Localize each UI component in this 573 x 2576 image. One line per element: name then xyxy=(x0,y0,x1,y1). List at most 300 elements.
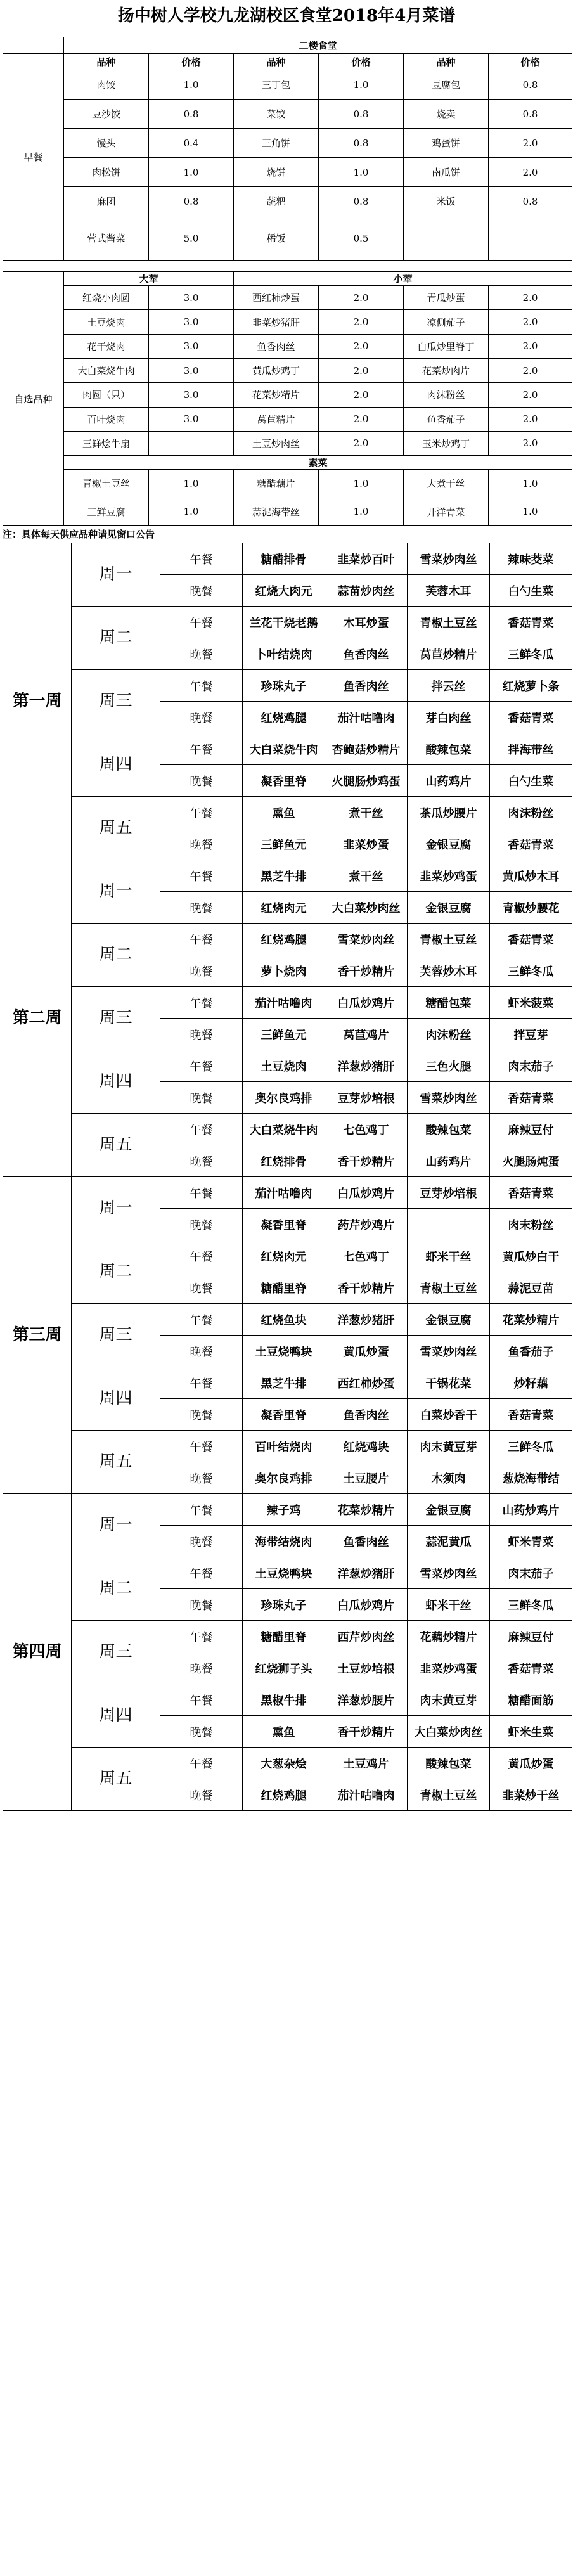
dish-cell: 洋葱炒猪肝 xyxy=(325,1050,408,1082)
meal-label: 晚餐 xyxy=(160,1399,243,1431)
item-name: 营式酱菜 xyxy=(64,216,149,261)
dish-cell: 青椒土豆丝 xyxy=(408,1272,490,1304)
dish-cell: 火腿肠炒鸡蛋 xyxy=(325,765,408,797)
item-name: 豆腐包 xyxy=(404,70,489,100)
selfserve-label: 自选品种 xyxy=(3,272,64,526)
item-price: 2.0 xyxy=(319,431,404,455)
meal-label: 午餐 xyxy=(160,1431,243,1462)
item-price: 1.0 xyxy=(489,470,572,498)
meal-label: 午餐 xyxy=(160,1050,243,1082)
item-name: 大白菜烧牛肉 xyxy=(64,359,149,383)
item-price: 0.8 xyxy=(319,187,404,216)
dish-cell: 肉末黄豆芽 xyxy=(408,1684,490,1716)
dish-cell: 花藕炒精片 xyxy=(408,1621,490,1652)
dish-cell: 洋葱炒腰片 xyxy=(325,1684,408,1716)
dish-cell: 白菜炒香干 xyxy=(408,1399,490,1431)
dish-cell: 白瓜炒鸡片 xyxy=(325,1177,408,1209)
day-label: 周五 xyxy=(72,1431,160,1494)
item-price: 2.0 xyxy=(319,310,404,334)
col-header: 品种 xyxy=(64,54,149,70)
meal-label: 午餐 xyxy=(160,1304,243,1336)
dish-cell: 红烧鸡腿 xyxy=(243,924,325,955)
dish-cell: 拌云丝 xyxy=(408,670,490,702)
dish-cell: 酸辣包菜 xyxy=(408,1114,490,1145)
item-price: 5.0 xyxy=(149,216,234,261)
item-price xyxy=(149,431,234,455)
item-price: 1.0 xyxy=(149,498,234,525)
dish-cell: 熏鱼 xyxy=(243,797,325,828)
item-name: 凉侧茄子 xyxy=(404,310,489,334)
dish-cell: 红烧排骨 xyxy=(243,1145,325,1177)
dish-cell: 虾米干丝 xyxy=(408,1589,490,1621)
breakfast-table xyxy=(3,37,572,261)
day-label: 周二 xyxy=(72,924,160,987)
dish-cell: 鱼香肉丝 xyxy=(325,670,408,702)
meal-label: 晚餐 xyxy=(160,955,243,987)
day-label: 周一 xyxy=(72,1177,160,1240)
item-price: 1.0 xyxy=(319,498,404,525)
dish-cell: 三色火腿 xyxy=(408,1050,490,1082)
day-label: 周四 xyxy=(72,1050,160,1114)
meal-label: 午餐 xyxy=(160,1621,243,1652)
meal-label: 午餐 xyxy=(160,543,243,575)
day-label: 周五 xyxy=(72,1748,160,1811)
dish-cell: 山药鸡片 xyxy=(408,765,490,797)
day-label: 周三 xyxy=(72,670,160,733)
day-label: 周四 xyxy=(72,1684,160,1748)
dish-cell: 韭菜炒鸡蛋 xyxy=(408,860,490,892)
item-price: 1.0 xyxy=(489,498,572,525)
dish-cell: 青椒土豆丝 xyxy=(408,924,490,955)
dish-cell: 麻辣豆付 xyxy=(490,1621,572,1652)
item-name: 西红柿炒蛋 xyxy=(234,286,319,310)
meal-label: 晚餐 xyxy=(160,1209,243,1240)
item-name: 烧卖 xyxy=(404,100,489,129)
meal-label: 午餐 xyxy=(160,987,243,1019)
dish-cell: 辣味茭菜 xyxy=(490,543,572,575)
item-price: 2.0 xyxy=(489,310,572,334)
item-price: 3.0 xyxy=(149,310,234,334)
dish-cell: 红烧肉元 xyxy=(243,1240,325,1272)
item-name: 白瓜炒里脊丁 xyxy=(404,334,489,358)
item-name: 豆沙饺 xyxy=(64,100,149,129)
dish-cell: 山药鸡片 xyxy=(408,1145,490,1177)
dish-cell: 七色鸡丁 xyxy=(325,1114,408,1145)
dish-cell: 豆芽炒培根 xyxy=(408,1177,490,1209)
item-name: 肉松饼 xyxy=(64,158,149,187)
dish-cell: 茄汁咕噜肉 xyxy=(243,1177,325,1209)
dish-cell: 虾米菠菜 xyxy=(490,987,572,1019)
item-price: 0.8 xyxy=(489,187,572,216)
dish-cell: 莴苣炒精片 xyxy=(408,638,490,670)
item-name: 土豆烧肉 xyxy=(64,310,149,334)
dish-cell: 鱼香肉丝 xyxy=(325,1399,408,1431)
dish-cell: 七色鸡丁 xyxy=(325,1240,408,1272)
item-price: 2.0 xyxy=(319,383,404,407)
item-name: 肉圆（只） xyxy=(64,383,149,407)
item-name: 糖醋藕片 xyxy=(234,470,319,498)
dish-cell: 三鲜冬瓜 xyxy=(490,1431,572,1462)
meal-label: 午餐 xyxy=(160,1114,243,1145)
item-price: 0.8 xyxy=(489,100,572,129)
item-price: 0.4 xyxy=(149,129,234,158)
dish-cell: 金银豆腐 xyxy=(408,828,490,860)
dish-cell: 青椒土豆丝 xyxy=(408,1779,490,1811)
day-label: 周二 xyxy=(72,1557,160,1621)
item-name: 南瓜饼 xyxy=(404,158,489,187)
dish-cell: 糖醋面筋 xyxy=(490,1684,572,1716)
dish-cell: 雪菜炒肉丝 xyxy=(408,1557,490,1589)
dish-cell: 土豆炒培根 xyxy=(325,1652,408,1684)
day-label: 周一 xyxy=(72,1494,160,1557)
item-name: 蒜泥海带丝 xyxy=(234,498,319,525)
meal-label: 午餐 xyxy=(160,860,243,892)
dish-cell: 西芹炒肉丝 xyxy=(325,1621,408,1652)
meal-label: 晚餐 xyxy=(160,1716,243,1748)
item-name: 肉饺 xyxy=(64,70,149,100)
meal-label: 晚餐 xyxy=(160,1652,243,1684)
dish-cell: 黄瓜炒白干 xyxy=(490,1240,572,1272)
item-price: 3.0 xyxy=(149,286,234,310)
dish-cell: 麻辣豆付 xyxy=(490,1114,572,1145)
item-price: 1.0 xyxy=(149,158,234,187)
dish-cell: 煮干丝 xyxy=(325,797,408,828)
meal-label: 晚餐 xyxy=(160,1589,243,1621)
dish-cell: 红烧鱼块 xyxy=(243,1304,325,1336)
dish-cell: 三鲜鱼元 xyxy=(243,1019,325,1050)
dish-cell: 黄瓜炒蛋 xyxy=(325,1336,408,1367)
dish-cell: 香菇青菜 xyxy=(490,828,572,860)
selfserve-table xyxy=(3,271,572,526)
dish-cell: 白勺生菜 xyxy=(490,575,572,607)
day-label: 周一 xyxy=(72,543,160,607)
item-name: 馒头 xyxy=(64,129,149,158)
dish-cell: 西红柿炒蛋 xyxy=(325,1367,408,1399)
dish-cell: 鱼香肉丝 xyxy=(325,1526,408,1557)
dish-cell: 土豆烧肉 xyxy=(243,1050,325,1082)
dish-cell: 芽白肉丝 xyxy=(408,702,490,733)
dish-cell: 香菇青菜 xyxy=(490,1652,572,1684)
item-name: 黄瓜炒鸡丁 xyxy=(234,359,319,383)
item-price: 1.0 xyxy=(319,158,404,187)
dish-cell: 凝香里脊 xyxy=(243,1399,325,1431)
dish-cell: 黑芝牛排 xyxy=(243,1367,325,1399)
item-name: 莴苣精片 xyxy=(234,407,319,431)
item-name: 玉米炒鸡丁 xyxy=(404,431,489,455)
dish-cell: 红烧大肉元 xyxy=(243,575,325,607)
dish-cell: 茄汁咕噜肉 xyxy=(325,1779,408,1811)
dish-cell: 大白菜烧牛肉 xyxy=(243,1114,325,1145)
dish-cell: 黄瓜炒木耳 xyxy=(490,860,572,892)
meal-label: 午餐 xyxy=(160,670,243,702)
meal-label: 午餐 xyxy=(160,733,243,765)
dish-cell: 奥尔良鸡排 xyxy=(243,1462,325,1494)
dish-cell: 虾米生菜 xyxy=(490,1716,572,1748)
item-price: 1.0 xyxy=(319,70,404,100)
dish-cell: 木须肉 xyxy=(408,1462,490,1494)
item-price: 3.0 xyxy=(149,334,234,358)
dish-cell: 大葱杂烩 xyxy=(243,1748,325,1779)
dish-cell: 兰花干烧老鹅 xyxy=(243,607,325,638)
day-label: 周二 xyxy=(72,1240,160,1304)
dish-cell: 香干炒精片 xyxy=(325,1716,408,1748)
meal-label: 晚餐 xyxy=(160,1336,243,1367)
dish-cell: 蒜苗炒肉丝 xyxy=(325,575,408,607)
dish-cell: 红烧鸡腿 xyxy=(243,702,325,733)
item-name: 鱼香肉丝 xyxy=(234,334,319,358)
item-price: 2.0 xyxy=(319,286,404,310)
dish-cell: 雪菜炒肉丝 xyxy=(408,1082,490,1114)
meal-label: 晚餐 xyxy=(160,1019,243,1050)
dish-cell: 火腿肠炖蛋 xyxy=(490,1145,572,1177)
dish-cell: 三鲜冬瓜 xyxy=(490,1589,572,1621)
dish-cell: 大白菜烧牛肉 xyxy=(243,733,325,765)
meal-label: 午餐 xyxy=(160,924,243,955)
item-price: 2.0 xyxy=(489,334,572,358)
dish-cell: 雪菜炒肉丝 xyxy=(325,924,408,955)
day-label: 周三 xyxy=(72,987,160,1050)
day-label: 周四 xyxy=(72,733,160,797)
col-header: 品种 xyxy=(234,54,319,70)
item-name: 三鲜烩牛扇 xyxy=(64,431,149,455)
item-name: 菜饺 xyxy=(234,100,319,129)
dish-cell: 百叶结烧肉 xyxy=(243,1431,325,1462)
dish-cell: 花菜炒精片 xyxy=(325,1494,408,1526)
day-label: 周二 xyxy=(72,607,160,670)
dish-cell: 酸辣包菜 xyxy=(408,1748,490,1779)
dish-cell: 葱烧海带结 xyxy=(490,1462,572,1494)
dish-cell: 芙蓉炒木耳 xyxy=(408,955,490,987)
dish-cell: 肉沫粉丝 xyxy=(490,797,572,828)
dish-cell: 肉沫粉丝 xyxy=(408,1019,490,1050)
week-label: 第四周 xyxy=(3,1494,72,1811)
dish-cell: 香菇青菜 xyxy=(490,607,572,638)
dish-cell: 红烧鸡块 xyxy=(325,1431,408,1462)
dish-cell: 拌豆芽 xyxy=(490,1019,572,1050)
item-price: 2.0 xyxy=(489,383,572,407)
item-price: 2.0 xyxy=(489,286,572,310)
dish-cell: 三鲜冬瓜 xyxy=(490,955,572,987)
dish-cell: 凝香里脊 xyxy=(243,765,325,797)
dish-cell: 奥尔良鸡排 xyxy=(243,1082,325,1114)
dish-cell: 黑椒牛排 xyxy=(243,1684,325,1716)
dish-cell: 韭菜炒干丝 xyxy=(490,1779,572,1811)
item-price: 1.0 xyxy=(319,470,404,498)
col-header: 品种 xyxy=(404,54,489,70)
meal-label: 午餐 xyxy=(160,1494,243,1526)
dish-cell: 熏鱼 xyxy=(243,1716,325,1748)
dish-cell: 药芹炒鸡片 xyxy=(325,1209,408,1240)
meal-label: 晚餐 xyxy=(160,1272,243,1304)
dish-cell: 糖醋里脊 xyxy=(243,1621,325,1652)
meal-label: 午餐 xyxy=(160,1367,243,1399)
day-label: 周三 xyxy=(72,1304,160,1367)
item-name: 花菜炒精片 xyxy=(234,383,319,407)
dish-cell: 白瓜炒鸡片 xyxy=(325,1589,408,1621)
meal-label: 晚餐 xyxy=(160,1779,243,1811)
dish-cell: 蒜泥黄瓜 xyxy=(408,1526,490,1557)
item-price: 0.8 xyxy=(489,70,572,100)
dish-cell: 酸辣包菜 xyxy=(408,733,490,765)
meal-label: 晚餐 xyxy=(160,1082,243,1114)
item-name: 三角饼 xyxy=(234,129,319,158)
dish-cell: 凝香里脊 xyxy=(243,1209,325,1240)
item-name: 烧饼 xyxy=(234,158,319,187)
week-label: 第三周 xyxy=(3,1177,72,1494)
breakfast-label: 早餐 xyxy=(3,54,64,261)
dish-cell: 韭菜炒鸡蛋 xyxy=(408,1652,490,1684)
meal-label: 晚餐 xyxy=(160,702,243,733)
small-meat-header: 小荤 xyxy=(234,272,572,286)
item-price: 2.0 xyxy=(489,158,572,187)
day-label: 周五 xyxy=(72,1114,160,1177)
dish-cell: 白勺生菜 xyxy=(490,765,572,797)
dish-cell: 黑芝牛排 xyxy=(243,860,325,892)
dish-cell: 糖醋包菜 xyxy=(408,987,490,1019)
dish-cell: 韭菜炒百叶 xyxy=(325,543,408,575)
dish-cell: 豆芽炒培根 xyxy=(325,1082,408,1114)
dish-cell: 炒籽藕 xyxy=(490,1367,572,1399)
dish-cell: 珍珠丸子 xyxy=(243,1589,325,1621)
dish-cell: 金银豆腐 xyxy=(408,1304,490,1336)
item-price: 2.0 xyxy=(489,129,572,158)
meal-label: 午餐 xyxy=(160,1177,243,1209)
meal-label: 午餐 xyxy=(160,1557,243,1589)
week-label: 第一周 xyxy=(3,543,72,860)
dish-cell: 煮干丝 xyxy=(325,860,408,892)
day-label: 周四 xyxy=(72,1367,160,1431)
dish-cell: 香干炒精片 xyxy=(325,1272,408,1304)
item-price: 1.0 xyxy=(149,70,234,100)
dish-cell: 珍珠丸子 xyxy=(243,670,325,702)
dish-cell: 青椒土豆丝 xyxy=(408,607,490,638)
item-price: 3.0 xyxy=(149,359,234,383)
dish-cell: 香干炒精片 xyxy=(325,955,408,987)
item-name: 蔬粑 xyxy=(234,187,319,216)
day-label: 周五 xyxy=(72,797,160,860)
dish-cell: 肉末粉丝 xyxy=(490,1209,572,1240)
dish-cell: 卜叶结烧肉 xyxy=(243,638,325,670)
dish-cell: 香干炒精片 xyxy=(325,1145,408,1177)
dish-cell: 红烧狮子头 xyxy=(243,1652,325,1684)
meal-label: 晚餐 xyxy=(160,1145,243,1177)
col-header: 价格 xyxy=(319,54,404,70)
item-name: 稀饭 xyxy=(234,216,319,261)
item-name: 鱼香茄子 xyxy=(404,407,489,431)
item-name: 三丁包 xyxy=(234,70,319,100)
item-name: 韭菜炒猪肝 xyxy=(234,310,319,334)
item-name: 花菜炒肉片 xyxy=(404,359,489,383)
item-price: 1.0 xyxy=(149,470,234,498)
col-header: 价格 xyxy=(149,54,234,70)
dish-cell: 三鲜鱼元 xyxy=(243,828,325,860)
veg-header: 素菜 xyxy=(64,456,572,470)
item-name: 大煮干丝 xyxy=(404,470,489,498)
dish-cell: 金银豆腐 xyxy=(408,892,490,924)
item-price: 0.5 xyxy=(319,216,404,261)
dish-cell: 香菇青菜 xyxy=(490,702,572,733)
dish-cell: 大白菜炒肉丝 xyxy=(325,892,408,924)
dish-cell: 红烧肉元 xyxy=(243,892,325,924)
meal-label: 午餐 xyxy=(160,1684,243,1716)
dish-cell xyxy=(408,1209,490,1240)
dish-cell: 香菇青菜 xyxy=(490,1082,572,1114)
dish-cell: 萝卜烧肉 xyxy=(243,955,325,987)
dish-cell: 莴苣鸡片 xyxy=(325,1019,408,1050)
meal-label: 晚餐 xyxy=(160,828,243,860)
dish-cell: 青椒炒腰花 xyxy=(490,892,572,924)
week-label: 第二周 xyxy=(3,860,72,1177)
weekly-menu-table xyxy=(3,543,572,1811)
dish-cell: 土豆烧鸭块 xyxy=(243,1557,325,1589)
item-name: 鸡蛋饼 xyxy=(404,129,489,158)
day-label: 周三 xyxy=(72,1621,160,1684)
item-name: 青椒土豆丝 xyxy=(64,470,149,498)
dish-cell: 肉末茄子 xyxy=(490,1557,572,1589)
dish-cell: 红烧萝卜条 xyxy=(490,670,572,702)
meal-label: 午餐 xyxy=(160,797,243,828)
dish-cell: 糖醋里脊 xyxy=(243,1272,325,1304)
dish-cell: 大白菜炒肉丝 xyxy=(408,1716,490,1748)
item-price: 2.0 xyxy=(319,359,404,383)
page-title: 扬中树人学校九龙湖校区食堂2018年4月菜谱 xyxy=(117,6,456,25)
dish-cell: 茄汁咕噜肉 xyxy=(325,702,408,733)
meal-label: 午餐 xyxy=(160,1240,243,1272)
dish-cell: 土豆鸡片 xyxy=(325,1748,408,1779)
dish-cell: 韭菜炒蛋 xyxy=(325,828,408,860)
meal-label: 午餐 xyxy=(160,1748,243,1779)
col-header: 价格 xyxy=(489,54,572,70)
dish-cell: 杏鲍菇炒精片 xyxy=(325,733,408,765)
dish-cell: 白瓜炒鸡片 xyxy=(325,987,408,1019)
dish-cell: 干锅花菜 xyxy=(408,1367,490,1399)
dish-cell: 糖醋排骨 xyxy=(243,543,325,575)
item-name: 麻团 xyxy=(64,187,149,216)
item-name: 红烧小肉圆 xyxy=(64,286,149,310)
item-name: 土豆炒肉丝 xyxy=(234,431,319,455)
dish-cell: 金银豆腐 xyxy=(408,1494,490,1526)
item-price: 2.0 xyxy=(489,431,572,455)
big-meat-header: 大荤 xyxy=(64,272,234,286)
dish-cell: 香菇青菜 xyxy=(490,1399,572,1431)
dish-cell: 虾米青菜 xyxy=(490,1526,572,1557)
dish-cell: 雪菜炒肉丝 xyxy=(408,1336,490,1367)
item-price: 2.0 xyxy=(489,407,572,431)
item-price: 3.0 xyxy=(149,383,234,407)
item-name: 花干烧肉 xyxy=(64,334,149,358)
item-name: 开洋青菜 xyxy=(404,498,489,525)
dish-cell: 黄瓜炒蛋 xyxy=(490,1748,572,1779)
item-price: 0.8 xyxy=(319,129,404,158)
item-name: 肉沫粉丝 xyxy=(404,383,489,407)
meal-label: 午餐 xyxy=(160,607,243,638)
dish-cell: 辣子鸡 xyxy=(243,1494,325,1526)
dish-cell: 海带结烧肉 xyxy=(243,1526,325,1557)
dish-cell: 木耳炒蛋 xyxy=(325,607,408,638)
dish-cell: 茶瓜炒腰片 xyxy=(408,797,490,828)
notice: 注：具体每天供应品种请见窗口公告 xyxy=(3,529,155,540)
dish-cell: 虾米干丝 xyxy=(408,1240,490,1272)
dish-cell: 雪菜炒肉丝 xyxy=(408,543,490,575)
dish-cell: 蒜泥豆苗 xyxy=(490,1272,572,1304)
dish-cell: 花菜炒精片 xyxy=(490,1304,572,1336)
meal-label: 晚餐 xyxy=(160,892,243,924)
dish-cell: 香菇青菜 xyxy=(490,924,572,955)
item-price: 2.0 xyxy=(489,359,572,383)
dish-cell: 三鲜冬瓜 xyxy=(490,638,572,670)
dish-cell: 山药炒鸡片 xyxy=(490,1494,572,1526)
dish-cell: 肉末茄子 xyxy=(490,1050,572,1082)
